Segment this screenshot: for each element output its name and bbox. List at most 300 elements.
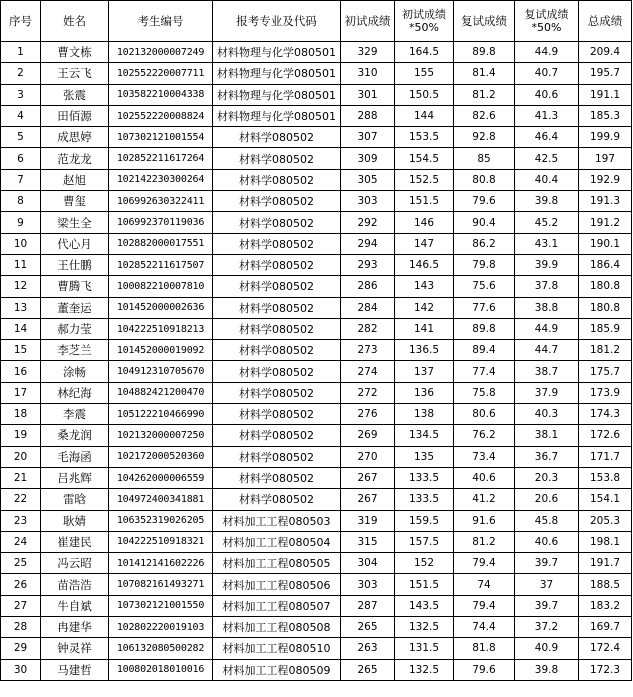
cell-initial-score: 273 xyxy=(341,340,395,361)
cell-initial-weighted: 153.5 xyxy=(395,127,454,148)
cell-initial-weighted: 131.5 xyxy=(395,638,454,659)
cell-index: 7 xyxy=(1,169,41,190)
cell-retest-score: 82.6 xyxy=(454,105,515,126)
cell-name: 曹腾飞 xyxy=(41,276,109,297)
table-row xyxy=(1,105,632,126)
cell-major: 材料加工工程080510 xyxy=(213,638,341,659)
cell-initial-score: 287 xyxy=(341,595,395,616)
cell-name: 王仕鹏 xyxy=(41,254,109,275)
cell-index: 17 xyxy=(1,382,41,403)
table-row xyxy=(1,254,632,275)
cell-total: 183.2 xyxy=(579,595,632,616)
cell-retest-weighted: 40.6 xyxy=(515,84,579,105)
cell-index: 13 xyxy=(1,297,41,318)
cell-initial-weighted: 151.5 xyxy=(395,191,454,212)
cell-initial-score: 303 xyxy=(341,574,395,595)
table-row xyxy=(1,276,632,297)
cell-exam-id: 104882421200470 xyxy=(109,382,213,403)
cell-name: 冉建华 xyxy=(41,617,109,638)
cell-name: 桑龙润 xyxy=(41,425,109,446)
table-row xyxy=(1,531,632,552)
cell-name: 耿婧 xyxy=(41,510,109,531)
cell-initial-weighted: 152.5 xyxy=(395,169,454,190)
cell-exam-id: 102882000017551 xyxy=(109,233,213,254)
table-row xyxy=(1,84,632,105)
table-row xyxy=(1,638,632,659)
cell-exam-id: 106992630322411 xyxy=(109,191,213,212)
header-name: 姓名 xyxy=(41,1,109,42)
cell-exam-id: 102132000007250 xyxy=(109,425,213,446)
cell-total: 195.7 xyxy=(579,63,632,84)
cell-initial-weighted: 137 xyxy=(395,361,454,382)
cell-major: 材料学080502 xyxy=(213,404,341,425)
cell-initial-score: 269 xyxy=(341,425,395,446)
cell-retest-score: 91.6 xyxy=(454,510,515,531)
cell-exam-id: 104222510918213 xyxy=(109,318,213,339)
cell-retest-weighted: 42.5 xyxy=(515,148,579,169)
cell-total: 188.5 xyxy=(579,574,632,595)
cell-total: 180.8 xyxy=(579,276,632,297)
cell-exam-id: 106132080500282 xyxy=(109,638,213,659)
cell-retest-weighted: 37.8 xyxy=(515,276,579,297)
cell-name: 张震 xyxy=(41,84,109,105)
cell-initial-score: 292 xyxy=(341,212,395,233)
cell-exam-id: 104222510918321 xyxy=(109,531,213,552)
cell-retest-score: 79.8 xyxy=(454,254,515,275)
cell-major: 材料加工工程080505 xyxy=(213,553,341,574)
cell-exam-id: 102852211617264 xyxy=(109,148,213,169)
cell-initial-weighted: 157.5 xyxy=(395,531,454,552)
cell-initial-score: 305 xyxy=(341,169,395,190)
cell-retest-score: 81.2 xyxy=(454,531,515,552)
cell-initial-weighted: 136.5 xyxy=(395,340,454,361)
cell-retest-weighted: 46.4 xyxy=(515,127,579,148)
cell-initial-score: 301 xyxy=(341,84,395,105)
cell-major: 材料加工工程080504 xyxy=(213,531,341,552)
cell-exam-id: 103582210004338 xyxy=(109,84,213,105)
cell-retest-weighted: 45.8 xyxy=(515,510,579,531)
cell-retest-weighted: 36.7 xyxy=(515,446,579,467)
cell-index: 22 xyxy=(1,489,41,510)
table-row xyxy=(1,510,632,531)
cell-name: 钟灵祥 xyxy=(41,638,109,659)
cell-retest-score: 80.6 xyxy=(454,404,515,425)
cell-initial-score: 284 xyxy=(341,297,395,318)
cell-name: 曹玺 xyxy=(41,191,109,212)
cell-index: 12 xyxy=(1,276,41,297)
cell-retest-score: 40.6 xyxy=(454,467,515,488)
cell-major: 材料加工工程080507 xyxy=(213,595,341,616)
cell-name: 李芝兰 xyxy=(41,340,109,361)
cell-exam-id: 102552220007711 xyxy=(109,63,213,84)
cell-index: 3 xyxy=(1,84,41,105)
cell-initial-score: 267 xyxy=(341,467,395,488)
cell-major: 材料加工工程080503 xyxy=(213,510,341,531)
cell-exam-id: 104262000006559 xyxy=(109,467,213,488)
cell-name: 董奎运 xyxy=(41,297,109,318)
cell-major: 材料学080502 xyxy=(213,148,341,169)
cell-retest-score: 74 xyxy=(454,574,515,595)
cell-retest-weighted: 40.3 xyxy=(515,404,579,425)
cell-retest-score: 76.2 xyxy=(454,425,515,446)
cell-name: 吕兆辉 xyxy=(41,467,109,488)
header-index: 序号 xyxy=(1,1,41,42)
cell-index: 30 xyxy=(1,659,41,680)
cell-major: 材料学080502 xyxy=(213,382,341,403)
cell-retest-weighted: 38.8 xyxy=(515,297,579,318)
table-header xyxy=(1,1,632,42)
cell-name: 郝力莹 xyxy=(41,318,109,339)
table-row xyxy=(1,425,632,446)
cell-retest-weighted: 38.7 xyxy=(515,361,579,382)
cell-total: 185.3 xyxy=(579,105,632,126)
cell-total: 154.1 xyxy=(579,489,632,510)
cell-major: 材料加工工程080506 xyxy=(213,574,341,595)
cell-index: 26 xyxy=(1,574,41,595)
cell-exam-id: 104912310705670 xyxy=(109,361,213,382)
cell-retest-score: 75.6 xyxy=(454,276,515,297)
cell-retest-weighted: 39.7 xyxy=(515,595,579,616)
table-row xyxy=(1,659,632,680)
cell-name: 成思婷 xyxy=(41,127,109,148)
cell-total: 173.9 xyxy=(579,382,632,403)
table-body xyxy=(1,42,632,681)
cell-total: 180.8 xyxy=(579,297,632,318)
cell-initial-weighted: 164.5 xyxy=(395,42,454,63)
cell-total: 171.7 xyxy=(579,446,632,467)
cell-exam-id: 102172000520360 xyxy=(109,446,213,467)
cell-retest-score: 81.2 xyxy=(454,84,515,105)
cell-major: 材料学080502 xyxy=(213,340,341,361)
cell-total: 191.1 xyxy=(579,84,632,105)
cell-major: 材料学080502 xyxy=(213,127,341,148)
cell-retest-score: 73.4 xyxy=(454,446,515,467)
cell-initial-weighted: 136 xyxy=(395,382,454,403)
cell-retest-score: 85 xyxy=(454,148,515,169)
cell-major: 材料物理与化学080501 xyxy=(213,84,341,105)
cell-initial-weighted: 154.5 xyxy=(395,148,454,169)
cell-index: 9 xyxy=(1,212,41,233)
header-row xyxy=(1,1,632,42)
cell-retest-score: 81.4 xyxy=(454,63,515,84)
cell-name: 王云飞 xyxy=(41,63,109,84)
cell-initial-score: 294 xyxy=(341,233,395,254)
cell-initial-weighted: 146 xyxy=(395,212,454,233)
cell-name: 涂畅 xyxy=(41,361,109,382)
cell-name: 田佰源 xyxy=(41,105,109,126)
cell-retest-weighted: 39.8 xyxy=(515,191,579,212)
table-row xyxy=(1,361,632,382)
cell-index: 5 xyxy=(1,127,41,148)
cell-total: 169.7 xyxy=(579,617,632,638)
cell-major: 材料学080502 xyxy=(213,191,341,212)
cell-retest-score: 89.4 xyxy=(454,340,515,361)
cell-name: 雷晗 xyxy=(41,489,109,510)
cell-exam-id: 102802220019103 xyxy=(109,617,213,638)
cell-initial-score: 286 xyxy=(341,276,395,297)
cell-initial-score: 304 xyxy=(341,553,395,574)
cell-index: 10 xyxy=(1,233,41,254)
cell-retest-weighted: 44.9 xyxy=(515,42,579,63)
cell-retest-score: 81.8 xyxy=(454,638,515,659)
cell-total: 172.4 xyxy=(579,638,632,659)
cell-major: 材料学080502 xyxy=(213,425,341,446)
cell-retest-score: 80.8 xyxy=(454,169,515,190)
cell-total: 198.1 xyxy=(579,531,632,552)
cell-name: 冯云昭 xyxy=(41,553,109,574)
cell-initial-weighted: 133.5 xyxy=(395,489,454,510)
cell-exam-id: 105122210466990 xyxy=(109,404,213,425)
cell-major: 材料学080502 xyxy=(213,361,341,382)
table-row xyxy=(1,574,632,595)
cell-initial-weighted: 143 xyxy=(395,276,454,297)
cell-index: 28 xyxy=(1,617,41,638)
cell-initial-score: 293 xyxy=(341,254,395,275)
cell-major: 材料学080502 xyxy=(213,169,341,190)
table-row xyxy=(1,382,632,403)
cell-initial-weighted: 159.5 xyxy=(395,510,454,531)
cell-major: 材料学080502 xyxy=(213,297,341,318)
cell-retest-weighted: 40.9 xyxy=(515,638,579,659)
table-row xyxy=(1,340,632,361)
header-initial-score: 初试成绩 xyxy=(341,1,395,42)
header-retest-score: 复试成绩 xyxy=(454,1,515,42)
cell-index: 29 xyxy=(1,638,41,659)
cell-retest-weighted: 39.7 xyxy=(515,553,579,574)
cell-index: 23 xyxy=(1,510,41,531)
cell-exam-id: 104972400341881 xyxy=(109,489,213,510)
cell-exam-id: 101452000019092 xyxy=(109,340,213,361)
cell-retest-score: 77.6 xyxy=(454,297,515,318)
cell-initial-score: 276 xyxy=(341,404,395,425)
cell-exam-id: 102552220008824 xyxy=(109,105,213,126)
cell-retest-weighted: 43.1 xyxy=(515,233,579,254)
cell-index: 19 xyxy=(1,425,41,446)
cell-initial-score: 267 xyxy=(341,489,395,510)
cell-name: 苗浩浩 xyxy=(41,574,109,595)
cell-name: 林纪海 xyxy=(41,382,109,403)
table-row xyxy=(1,148,632,169)
cell-exam-id: 100802018010016 xyxy=(109,659,213,680)
cell-exam-id: 100082210007810 xyxy=(109,276,213,297)
cell-major: 材料学080502 xyxy=(213,254,341,275)
table-row xyxy=(1,467,632,488)
cell-index: 16 xyxy=(1,361,41,382)
cell-index: 25 xyxy=(1,553,41,574)
header-retest-weighted-line2: *50% xyxy=(531,21,562,34)
cell-total: 174.3 xyxy=(579,404,632,425)
cell-name: 代心月 xyxy=(41,233,109,254)
cell-major: 材料学080502 xyxy=(213,489,341,510)
cell-exam-id: 107082161493271 xyxy=(109,574,213,595)
cell-retest-weighted: 20.3 xyxy=(515,467,579,488)
cell-index: 8 xyxy=(1,191,41,212)
cell-major: 材料学080502 xyxy=(213,276,341,297)
cell-name: 毛海函 xyxy=(41,446,109,467)
cell-total: 199.9 xyxy=(579,127,632,148)
cell-retest-score: 79.6 xyxy=(454,191,515,212)
cell-initial-score: 282 xyxy=(341,318,395,339)
cell-initial-weighted: 134.5 xyxy=(395,425,454,446)
cell-name: 曹文栋 xyxy=(41,42,109,63)
cell-exam-id: 106352319026205 xyxy=(109,510,213,531)
table-row xyxy=(1,42,632,63)
table-row xyxy=(1,318,632,339)
cell-total: 175.7 xyxy=(579,361,632,382)
cell-retest-weighted: 37.2 xyxy=(515,617,579,638)
cell-total: 172.6 xyxy=(579,425,632,446)
cell-initial-weighted: 150.5 xyxy=(395,84,454,105)
cell-retest-weighted: 37 xyxy=(515,574,579,595)
cell-major: 材料物理与化学080501 xyxy=(213,105,341,126)
cell-retest-weighted: 40.4 xyxy=(515,169,579,190)
table-row xyxy=(1,446,632,467)
cell-major: 材料物理与化学080501 xyxy=(213,63,341,84)
cell-total: 172.3 xyxy=(579,659,632,680)
header-retest-weighted-line1: 复试成绩 xyxy=(524,8,569,21)
cell-major: 材料加工工程080509 xyxy=(213,659,341,680)
cell-initial-score: 263 xyxy=(341,638,395,659)
cell-retest-weighted: 44.9 xyxy=(515,318,579,339)
cell-total: 181.2 xyxy=(579,340,632,361)
cell-initial-weighted: 146.5 xyxy=(395,254,454,275)
header-initial-weighted xyxy=(395,1,454,42)
cell-initial-weighted: 155 xyxy=(395,63,454,84)
cell-retest-score: 92.8 xyxy=(454,127,515,148)
cell-major: 材料学080502 xyxy=(213,233,341,254)
cell-retest-weighted: 38.1 xyxy=(515,425,579,446)
cell-name: 梁生全 xyxy=(41,212,109,233)
table-row xyxy=(1,404,632,425)
header-total: 总成绩 xyxy=(579,1,632,42)
cell-exam-id: 107302121001554 xyxy=(109,127,213,148)
header-major: 报考专业及代码 xyxy=(213,1,341,42)
cell-total: 209.4 xyxy=(579,42,632,63)
cell-initial-score: 329 xyxy=(341,42,395,63)
cell-retest-score: 86.2 xyxy=(454,233,515,254)
cell-initial-score: 274 xyxy=(341,361,395,382)
header-initial-weighted-line1: 初试成绩 xyxy=(402,8,446,21)
cell-initial-weighted: 147 xyxy=(395,233,454,254)
table-row xyxy=(1,212,632,233)
cell-retest-weighted: 41.3 xyxy=(515,105,579,126)
cell-retest-weighted: 45.2 xyxy=(515,212,579,233)
cell-index: 2 xyxy=(1,63,41,84)
cell-total: 205.3 xyxy=(579,510,632,531)
cell-index: 15 xyxy=(1,340,41,361)
cell-initial-score: 319 xyxy=(341,510,395,531)
cell-retest-weighted: 40.7 xyxy=(515,63,579,84)
cell-exam-id: 102132000007249 xyxy=(109,42,213,63)
cell-retest-score: 75.8 xyxy=(454,382,515,403)
cell-major: 材料物理与化学080501 xyxy=(213,42,341,63)
cell-initial-score: 315 xyxy=(341,531,395,552)
cell-name: 范龙龙 xyxy=(41,148,109,169)
cell-name: 李震 xyxy=(41,404,109,425)
table-row xyxy=(1,489,632,510)
cell-initial-weighted: 141 xyxy=(395,318,454,339)
cell-total: 153.8 xyxy=(579,467,632,488)
cell-initial-score: 272 xyxy=(341,382,395,403)
cell-total: 185.9 xyxy=(579,318,632,339)
cell-major: 材料学080502 xyxy=(213,446,341,467)
cell-initial-weighted: 142 xyxy=(395,297,454,318)
table-row xyxy=(1,595,632,616)
cell-total: 191.7 xyxy=(579,553,632,574)
cell-retest-score: 79.4 xyxy=(454,553,515,574)
cell-retest-score: 74.4 xyxy=(454,617,515,638)
cell-exam-id: 106992370119036 xyxy=(109,212,213,233)
cell-initial-score: 265 xyxy=(341,617,395,638)
cell-name: 牛自斌 xyxy=(41,595,109,616)
cell-retest-score: 41.2 xyxy=(454,489,515,510)
cell-index: 20 xyxy=(1,446,41,467)
cell-initial-score: 309 xyxy=(341,148,395,169)
cell-initial-weighted: 152 xyxy=(395,553,454,574)
cell-retest-score: 77.4 xyxy=(454,361,515,382)
cell-retest-weighted: 40.6 xyxy=(515,531,579,552)
cell-total: 190.1 xyxy=(579,233,632,254)
cell-initial-score: 307 xyxy=(341,127,395,148)
cell-index: 4 xyxy=(1,105,41,126)
cell-initial-score: 288 xyxy=(341,105,395,126)
cell-major: 材料学080502 xyxy=(213,318,341,339)
cell-exam-id: 107302121001550 xyxy=(109,595,213,616)
cell-name: 崔建民 xyxy=(41,531,109,552)
cell-total: 197 xyxy=(579,148,632,169)
cell-retest-weighted: 20.6 xyxy=(515,489,579,510)
table-row xyxy=(1,191,632,212)
table-row xyxy=(1,233,632,254)
cell-exam-id: 101412141602226 xyxy=(109,553,213,574)
cell-initial-score: 310 xyxy=(341,63,395,84)
cell-exam-id: 102852211617507 xyxy=(109,254,213,275)
cell-name: 赵旭 xyxy=(41,169,109,190)
cell-initial-score: 303 xyxy=(341,191,395,212)
cell-retest-weighted: 44.7 xyxy=(515,340,579,361)
cell-total: 186.4 xyxy=(579,254,632,275)
table-row xyxy=(1,169,632,190)
cell-initial-weighted: 144 xyxy=(395,105,454,126)
cell-retest-weighted: 37.9 xyxy=(515,382,579,403)
table-row xyxy=(1,617,632,638)
cell-index: 1 xyxy=(1,42,41,63)
cell-retest-score: 79.6 xyxy=(454,659,515,680)
cell-retest-score: 89.8 xyxy=(454,318,515,339)
cell-index: 18 xyxy=(1,404,41,425)
cell-index: 11 xyxy=(1,254,41,275)
cell-retest-weighted: 39.8 xyxy=(515,659,579,680)
cell-initial-score: 265 xyxy=(341,659,395,680)
cell-initial-weighted: 151.5 xyxy=(395,574,454,595)
cell-index: 24 xyxy=(1,531,41,552)
cell-index: 21 xyxy=(1,467,41,488)
cell-initial-score: 270 xyxy=(341,446,395,467)
cell-index: 14 xyxy=(1,318,41,339)
cell-initial-weighted: 138 xyxy=(395,404,454,425)
cell-exam-id: 101452000002636 xyxy=(109,297,213,318)
cell-initial-weighted: 132.5 xyxy=(395,659,454,680)
cell-initial-weighted: 132.5 xyxy=(395,617,454,638)
cell-exam-id: 102142230300264 xyxy=(109,169,213,190)
header-retest-weighted xyxy=(515,1,579,42)
table-row xyxy=(1,297,632,318)
cell-retest-weighted: 39.9 xyxy=(515,254,579,275)
cell-index: 6 xyxy=(1,148,41,169)
cell-major: 材料学080502 xyxy=(213,467,341,488)
header-initial-weighted-line2: *50% xyxy=(409,21,439,34)
cell-initial-weighted: 135 xyxy=(395,446,454,467)
